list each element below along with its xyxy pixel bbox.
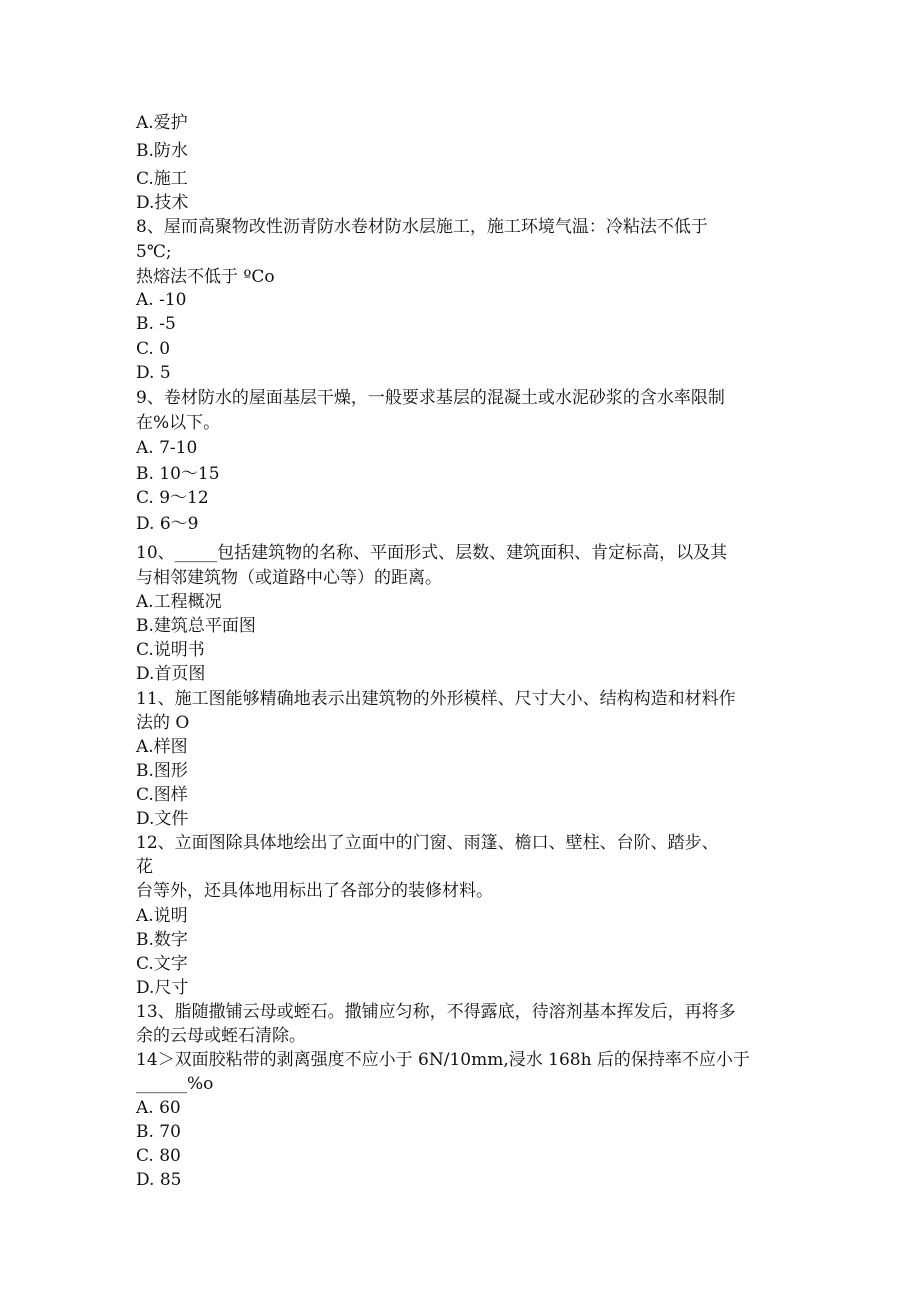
text-line: B. -5	[136, 314, 176, 334]
text-line: C. 80	[136, 1146, 181, 1166]
text-line: D. 6～9	[136, 514, 199, 534]
text-line: 余的云母或蛭石清除。	[136, 1026, 306, 1046]
text-line: C. 9～12	[136, 488, 209, 508]
text-line: 花	[136, 857, 153, 877]
text-line: B. 10～15	[136, 464, 220, 484]
text-line: D. 85	[136, 1170, 182, 1190]
text-line: A.说明	[136, 906, 188, 926]
text-line: 法的 O	[136, 713, 190, 733]
text-line: C.文字	[136, 954, 188, 974]
text-line: B. 70	[136, 1122, 181, 1142]
text-line: A.工程概况	[136, 592, 222, 612]
text-line: D.尺寸	[136, 978, 189, 998]
text-line: 在%以下。	[136, 413, 221, 433]
text-line: 8、屋而高聚物改性沥青防水卷材防水层施工，施工环境气温：冷粘法不低于	[136, 217, 708, 237]
text-line: C.施工	[136, 169, 188, 189]
text-line: D. 5	[136, 363, 171, 383]
text-line: C. 0	[136, 339, 171, 359]
text-line: ______%o	[136, 1074, 214, 1094]
text-line: D.首页图	[136, 664, 206, 684]
text-line: B.数字	[136, 930, 188, 950]
text-line: D.技术	[136, 193, 189, 213]
text-line: 台等外，还具体地用标出了各部分的装修材料。	[136, 881, 493, 901]
text-line: A. 60	[136, 1098, 181, 1118]
text-line: C.说明书	[136, 640, 205, 660]
text-line: C.图样	[136, 785, 188, 805]
text-line: A.样图	[136, 737, 188, 757]
text-line: 9、卷材防水的屋面基层干燥，一般要求基层的混凝土或水泥砂浆的含水率限制	[136, 388, 725, 408]
text-line: 5℃;	[136, 242, 172, 262]
text-line: 10、_____包括建筑物的名称、平面形式、层数、建筑面积、肯定标高，以及其	[136, 543, 728, 563]
text-line: B.防水	[136, 141, 188, 161]
text-line: B.图形	[136, 761, 188, 781]
text-line: D.文件	[136, 809, 189, 829]
text-line: A.爱护	[136, 113, 188, 133]
text-line: A. -10	[136, 290, 187, 310]
text-line: B.建筑总平面图	[136, 616, 256, 636]
text-line: 13、脂随撒铺云母或蛭石。撒铺应匀称，不得露底，待溶剂基本挥发后，再将多	[136, 1002, 736, 1022]
text-line: 热熔法不低于 ºCo	[136, 267, 275, 287]
text-line: A. 7-10	[136, 438, 198, 458]
text-line: 与相邻建筑物（或道路中心等）的距离。	[136, 568, 442, 588]
text-line: 11、施工图能够精确地表示出建筑物的外形模样、尺寸大小、结构构造和材料作	[136, 689, 736, 709]
text-line: 14＞双面胶粘带的剥离强度不应小于 6N/10mm,浸水 168h 后的保持率不应小于	[136, 1050, 750, 1070]
text-line: 12、立面图除具体地绘出了立面中的门窗、雨篷、檐口、壁柱、台阶、踏步、	[136, 833, 719, 853]
